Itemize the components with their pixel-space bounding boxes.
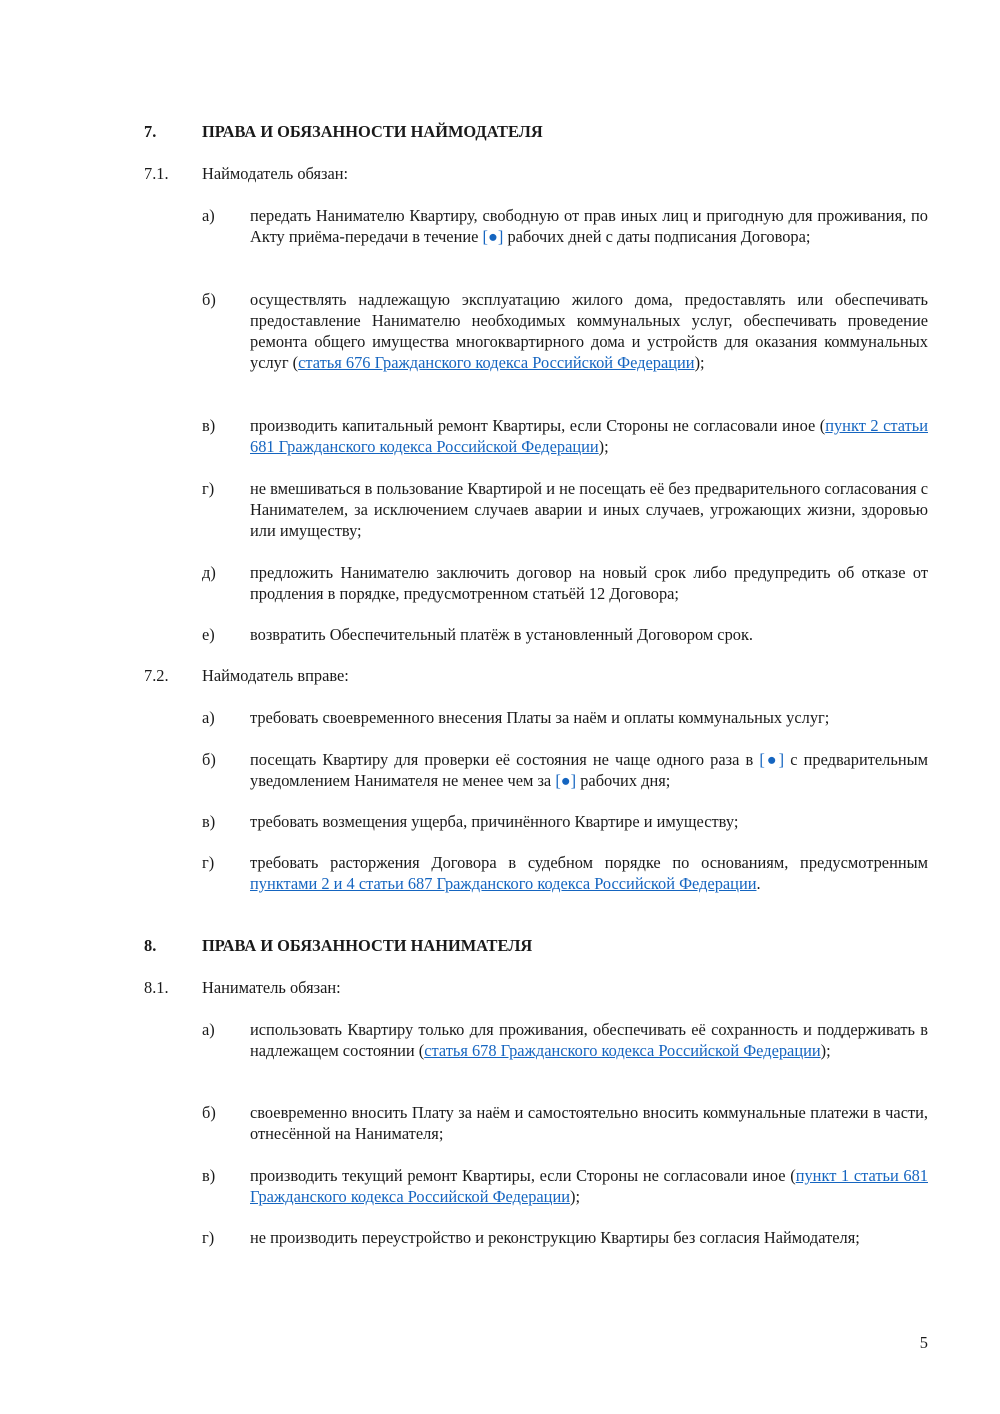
law-reference-link[interactable]: пункт 2 статьи 681 Гражданского кодекса Российской Федерации [250,416,928,456]
item-letter: г) [202,1228,215,1247]
list-item [202,1165,928,1207]
section-title: ПРАВА И ОБЯЗАННОСТИ НАЙМОДАТЕЛЯ [202,122,543,141]
list-item [202,1227,928,1248]
page-number: 5 [919,1333,928,1352]
list-item [202,811,928,832]
list-item [202,749,928,791]
list-item [202,415,928,457]
clause-text: Наниматель обязан: [202,978,341,997]
item-letter: в) [202,1166,216,1185]
list-item [202,852,928,894]
clause-text: Наймодатель обязан: [202,164,349,183]
item-text: требовать возмещения ущерба, причинённого Квартире и имуществу; [250,812,739,831]
placeholder-marker[interactable]: [●] [482,227,504,246]
law-reference-link[interactable]: пунктами 2 и 4 статьи 687 Гражданского кодекса Российской Федерации [250,874,757,893]
law-reference-link[interactable]: статья 678 Гражданского кодекса Российской Федерации [424,1041,821,1060]
item-letter: в) [202,416,216,435]
law-reference-link[interactable]: пункт 1 статьи 681 Гражданского кодекса Российской Федерации [250,1166,928,1206]
item-letter: б) [202,290,216,309]
clause-text: Наймодатель вправе: [202,666,349,685]
list-item [202,1019,928,1061]
item-letter: а) [202,708,215,727]
item-letter: д) [202,563,216,582]
law-reference-link[interactable]: статья 676 Гражданского кодекса Российской Федерации [298,353,695,372]
item-letter: г) [202,479,215,498]
item-text: предложить Нанимателю заключить договор на новый срок либо предупредить об отказе от продления в порядке, предусмотренном статьёй 12 Договора; [250,563,928,603]
clause-number: 8.1. [144,978,169,997]
item-text: не вмешиваться в пользование Квартирой и не посещать её без предварительного согласования с Нанимателем, за исключением случаев аварии и иных случаев, угрожающих жизни, здоровью или имуществу; [250,479,928,540]
section-number: 7. [144,122,157,141]
item-text: осуществлять надлежащую эксплуатацию жилого дома, предоставлять или обеспечивать предоставление Нанимателю необходимых коммунальных услуг, обеспечивать проведение ремонта общего имущества многоквартирного дома и устройств для оказания коммунальных услуг (статья 676 Гражданского кодекса Российской Федерации); [250,290,928,372]
item-letter: а) [202,1020,215,1039]
item-text: своевременно вносить Плату за наём и самостоятельно вносить коммунальные платежи в части, отнесённой на Нанимателя; [250,1103,928,1143]
placeholder-marker[interactable]: [●] [759,750,785,769]
list-item [202,1102,928,1144]
list-item [202,562,928,604]
item-letter: а) [202,206,215,225]
item-text: не производить переустройство и реконструкцию Квартиры без согласия Наймодателя; [250,1228,860,1247]
item-text: передать Нанимателю Квартиру, свободную от прав иных лиц и пригодную для проживания, по Акту приёма-передачи в течение [●] рабочих дней с даты подписания Договора; [250,206,928,246]
item-text: возвратить Обеспечительный платёж в установленный Договором срок. [250,625,754,644]
item-text: посещать Квартиру для проверки её состояния не чаще одного раза в [●] с предварительным уведомлением Нанимателя не менее чем за [●] рабочих дня; [250,750,928,790]
item-text: требовать расторжения Договора в судебном порядке по основаниям, предусмотренным пунктами 2 и 4 статьи 687 Гражданского кодекса Российской Федерации. [250,853,928,893]
list-item [202,478,928,541]
clause-number: 7.2. [144,666,169,685]
item-letter: в) [202,812,216,831]
list-item [202,289,928,373]
list-item [202,707,928,728]
item-letter: е) [202,625,215,644]
section-title: ПРАВА И ОБЯЗАННОСТИ НАНИМАТЕЛЯ [202,936,533,955]
item-text: требовать своевременного внесения Платы за наём и оплаты коммунальных услуг; [250,708,830,727]
list-item [202,624,928,645]
item-text: производить капитальный ремонт Квартиры, если Стороны не согласовали иное (пункт 2 статьи 681 Гражданского кодекса Российской Федерации); [250,416,928,456]
item-text: использовать Квартиру только для проживания, обеспечивать её сохранность и поддерживать в надлежащем состоянии (статья 678 Гражданского кодекса Российской Федерации); [250,1020,928,1060]
placeholder-marker[interactable]: [●] [555,771,577,790]
list-item [202,205,928,247]
section-number: 8. [144,936,157,955]
item-letter: б) [202,1103,216,1122]
item-letter: г) [202,853,215,872]
clause-number: 7.1. [144,164,169,183]
item-letter: б) [202,750,216,769]
item-text: производить текущий ремонт Квартиры, если Стороны не согласовали иное (пункт 1 статьи 681 Гражданского кодекса Российской Федерации); [250,1166,928,1206]
